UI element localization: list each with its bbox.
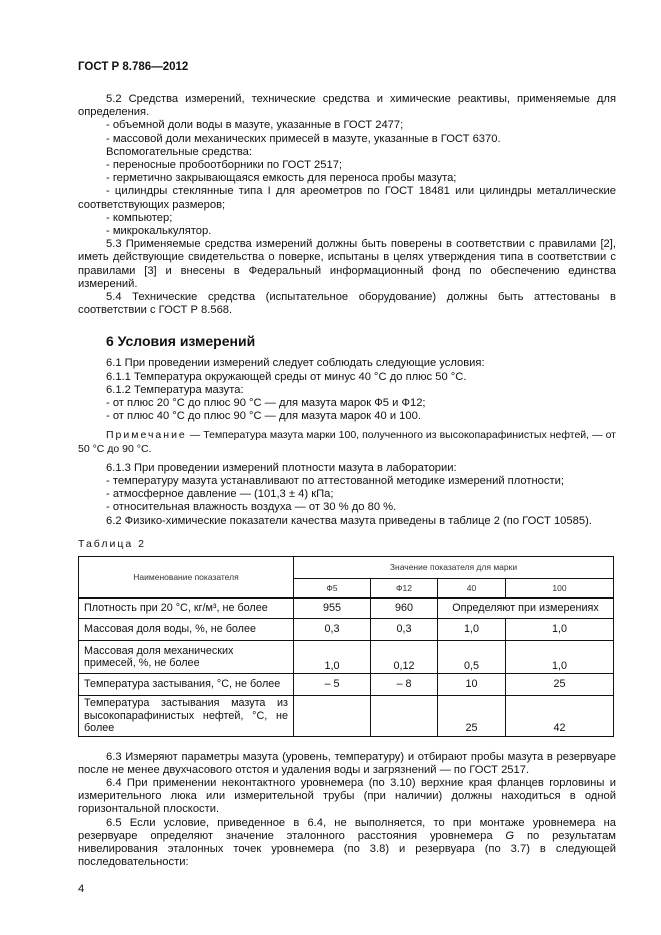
text: 6.5 Если условие, приведенное в 6.4, не выполняется, то при монтаже уровнемера на резервуаре определяют значение эталонного расстояния уровнемера [78,816,616,842]
note [78,429,616,455]
table-caption: Таблица 2 [78,537,146,550]
properties-table [78,556,616,737]
list-item: - переносные пробоотборники по ГОСТ 2517; [106,159,343,172]
table-row [79,641,614,674]
note-label: Примечание [106,429,187,442]
paragraph [78,817,616,870]
text: по результатам нивелирования эталонных точек уровнемера (по 3.8) и резервуара (по 3.7) в следующей последовательности: [78,829,616,869]
table-cell: 25 [438,696,506,737]
table-cell: 1,0 [438,619,506,641]
paragraph: 6.2 Физико-химические показатели качества мазута приведены в таблице 2 (по ГОСТ 10585). [106,514,592,527]
table-cell: 0,5 [438,641,506,674]
paragraph: 6.3 Измеряют параметры мазута (уровень, температуру) и отбирают пробы мазута в резервуаре после не менее двухчасового отстоя и удаления воды и загрязнений — по ГОСТ 2517. [78,750,616,776]
table-cell: 0,3 [371,619,438,641]
section-6-continued [78,751,616,870]
table-cell-name: Плотность при 20 °С, кг/м³, не более [79,598,294,619]
paragraph: Вспомогательные средства: [106,145,252,158]
table-cell: 1,0 [506,641,614,674]
list-item: - массовой доли механических примесей в мазуте, указанные в ГОСТ 6370. [106,132,501,145]
paragraph: 6.1 При проведении измерений следует соблюдать следующие условия: [106,357,485,370]
table-cell: – 5 [294,674,371,696]
table-header-mark: 100 [506,579,614,598]
table-header-mark: Ф12 [371,579,438,598]
document-page [78,0,616,897]
list-item: - цилиндры стеклянные типа I для ареометров по ГОСТ 18481 или цилиндры металлические соответствующих размеров; [78,185,616,211]
list-item: - от плюс 40 °С до плюс 90 °С — для мазута марок 40 и 100. [106,410,421,423]
paragraph: 6.1.2 Температура мазута: [106,383,244,396]
table-cell: 42 [506,696,614,737]
table-cell: 25 [506,674,614,696]
table-cell [371,696,438,737]
table-row [79,619,614,641]
section-heading: 6 Условия измерений [106,333,256,350]
table-cell-name: Массовая доля воды, %, не более [79,619,294,641]
table-cell: 960 [371,598,438,619]
table-cell: 0,3 [294,619,371,641]
table-cell: – 8 [371,674,438,696]
list-item: - температуру мазута устанавливают по аттестованной методике измерений плотности; [106,475,564,488]
page-number: 4 [78,883,85,896]
paragraph: 5.4 Технические средства (испытательное оборудование) должны быть аттестованы в соответствии с ГОСТ Р 8.568. [78,291,616,317]
table-header-mark: Ф5 [294,579,371,598]
table-cell-name: Массовая доля механических примесей, %, не более [79,641,294,674]
table-row [79,696,614,737]
paragraph: 6.1.1 Температура окружающей среды от минус 40 °С до плюс 50 °С. [106,370,467,383]
section-5-text [78,93,616,317]
list-item: - относительная влажность воздуха — от 30 % до 80 %. [106,501,397,514]
list-item: - компьютер; [106,211,173,224]
table-row [79,598,614,619]
table-cell: 955 [294,598,371,619]
note-text: — Температура мазута марки 100, полученного из высокопарафинистых нефтей, — от 50 °С до 90 °С. [78,429,616,455]
paragraph: 5.2 Средства измерений, технические средства и химические реактивы, применяемые для определения. [78,93,616,119]
table-header-name: Наименование показателя [79,557,294,598]
table-cell: 0,12 [371,641,438,674]
paragraph: 6.1.3 При проведении измерений плотности мазута в лаборатории: [106,461,457,474]
document-header: ГОСТ Р 8.786—2012 [78,61,189,73]
table-header-group: Значение показателя для марки [294,557,614,579]
list-item: - герметично закрывающаяся емкость для переноса пробы мазута; [106,172,457,185]
table-cell: 10 [438,674,506,696]
table-header-mark: 40 [438,579,506,598]
section-6-text [78,357,616,527]
list-item: - атмосферное давление — (101,3 ± 4) кПа; [106,488,334,501]
table-cell-merged: Определяют при измерениях [438,598,614,619]
table-cell [294,696,371,737]
list-item: - от плюс 20 °С до плюс 90 °С — для мазута марок Ф5 и Ф12; [106,397,426,410]
table-cell: 1,0 [506,619,614,641]
table-row [79,674,614,696]
symbol-g: G [505,829,515,842]
table-cell-name: Температура застывания, °С, не более [79,674,294,696]
table-cell-name: Температура застывания мазута из высокопарафинистых нефтей, °С, не более [79,696,294,737]
paragraph: 5.3 Применяемые средства измерений должны быть поверены в соответствии с правилами [2], иметь действующие свидетельства о поверке, испытаны в целях утверждения типа в соответствии с правилами [3] и внесены в Федеральный информационный фонд по обеспечению единства измерений. [78,238,616,290]
list-item: - микрокалькулятор. [106,225,212,238]
table-cell: 1,0 [294,641,371,674]
list-item: - объемной доли воды в мазуте, указанные в ГОСТ 2477; [106,119,404,132]
paragraph: 6.4 При применении неконтактного уровнемера (по 3.10) верхние края фланцев горловины и измерительного люка или измерительной трубы (при наличии) должны находиться в одной горизонтальной плоскости. [78,777,616,816]
